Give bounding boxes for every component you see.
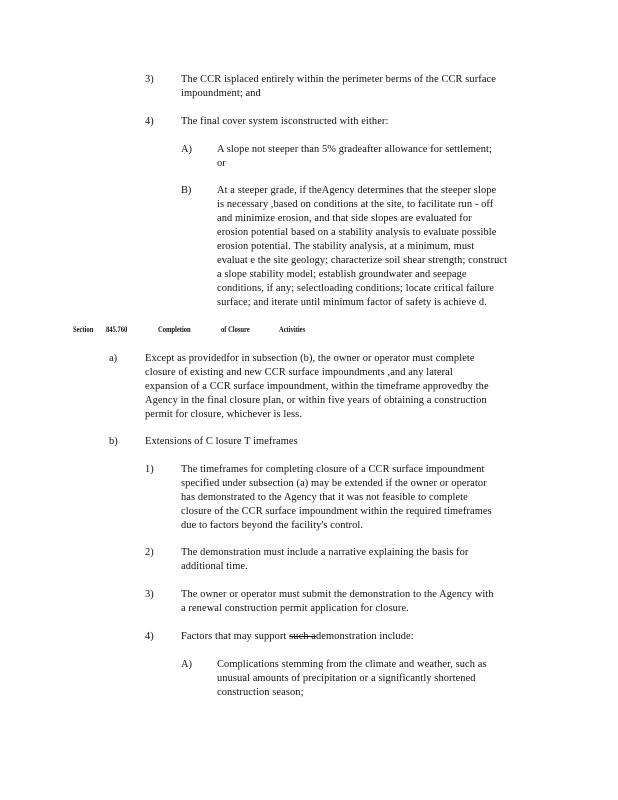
paragraph-line: A slope not steeper than 5% gradeafter allowance for settlement; — [217, 144, 493, 155]
paragraph-line: construction season; — [217, 687, 304, 698]
section-label: Section — [73, 325, 94, 334]
section-title-part: of Closure — [221, 325, 250, 334]
paragraph-line: At a steeper grade, if theAgency determines that the steeper slope — [217, 185, 497, 196]
paragraph-line: expansion of a CCR surface impoundment, within the timeframe approvedby the — [145, 381, 489, 392]
text-run: Factors that may support — [181, 631, 290, 642]
paragraph-line: The owner or operator must submit the demonstration to the Agency with — [181, 589, 494, 600]
list-label: b) — [109, 436, 118, 447]
paragraph-line: The timeframes for completing closure of a CCR surface impoundment — [181, 464, 485, 475]
paragraph-line: closure of the CCR surface impoundment within the required timeframes — [181, 506, 492, 517]
list-label: 2) — [145, 547, 154, 558]
paragraph-line: The demonstration must include a narrative explaining the basis for — [181, 547, 469, 558]
list-label: 3) — [145, 74, 154, 85]
list-label: a) — [109, 353, 118, 364]
text-run: demonstration include: — [315, 631, 414, 642]
paragraph-line: surface; and iterate until minimum factor of safety is achieve d. — [217, 297, 487, 308]
section-number: 845.760 — [106, 325, 128, 334]
section-title-part: Completion — [158, 325, 191, 334]
struck-text: such a — [289, 631, 316, 642]
paragraph-line: impoundment; and — [181, 88, 261, 99]
paragraph-line: Complications stemming from the climate and weather, such as — [217, 659, 487, 670]
paragraph-line: has demonstrated to the Agency that it was not feasible to complete — [181, 492, 468, 503]
paragraph-line: Except as providedfor in subsection (b), the owner or operator must complete — [145, 353, 475, 364]
paragraph-line: a slope stability model; establish groundwater and seepage — [217, 269, 467, 280]
list-label: 1) — [145, 464, 154, 475]
paragraph-line: erosion potential based on a stability analysis to evaluate possible — [217, 227, 497, 238]
list-label: 4) — [145, 631, 154, 642]
paragraph-line: unusual amounts of precipitation or a significantly shortened — [217, 673, 476, 684]
section-title-part: Activities — [279, 325, 306, 334]
paragraph-line: is necessary ,based on conditions at the site, to facilitate run - off — [217, 199, 494, 210]
paragraph-line: conditions, if any; selectloading conditions; locate critical failure — [217, 283, 494, 294]
paragraph-line: closure of existing and new CCR surface impoundments ,and any lateral — [145, 367, 453, 378]
paragraph-line — [181, 630, 414, 644]
paragraph-line: Agency in the final closure plan, or within five years of obtaining a construction — [145, 395, 487, 406]
list-label: A) — [181, 144, 192, 155]
list-label: 3) — [145, 589, 154, 600]
list-label: B) — [181, 185, 192, 196]
list-label: 4) — [145, 116, 154, 127]
paragraph-line: The CCR isplaced entirely within the perimeter berms of the CCR surface — [181, 74, 496, 85]
paragraph-line: specified under subsection (a) may be extended if the owner or operator — [181, 478, 487, 489]
subsection-title: Extensions of C losure T imeframes — [145, 436, 298, 447]
paragraph-line: The final cover system isconstructed with either: — [181, 116, 389, 127]
paragraph-line: additional time. — [181, 561, 248, 572]
paragraph-line: a renewal construction permit application for closure. — [181, 603, 409, 614]
paragraph-line: erosion potential. The stability analysis, at a minimum, must — [217, 241, 475, 252]
paragraph-line: permit for closure, whichever is less. — [145, 409, 303, 420]
paragraph-line: or — [217, 158, 226, 169]
paragraph-line: and minimize erosion, and that side slopes are evaluated for — [217, 213, 472, 224]
paragraph-line: due to factors beyond the facility's control. — [181, 520, 364, 531]
list-label: A) — [181, 659, 192, 670]
paragraph-line: evaluat e the site geology; characterize soil shear strength; construct — [217, 255, 508, 266]
